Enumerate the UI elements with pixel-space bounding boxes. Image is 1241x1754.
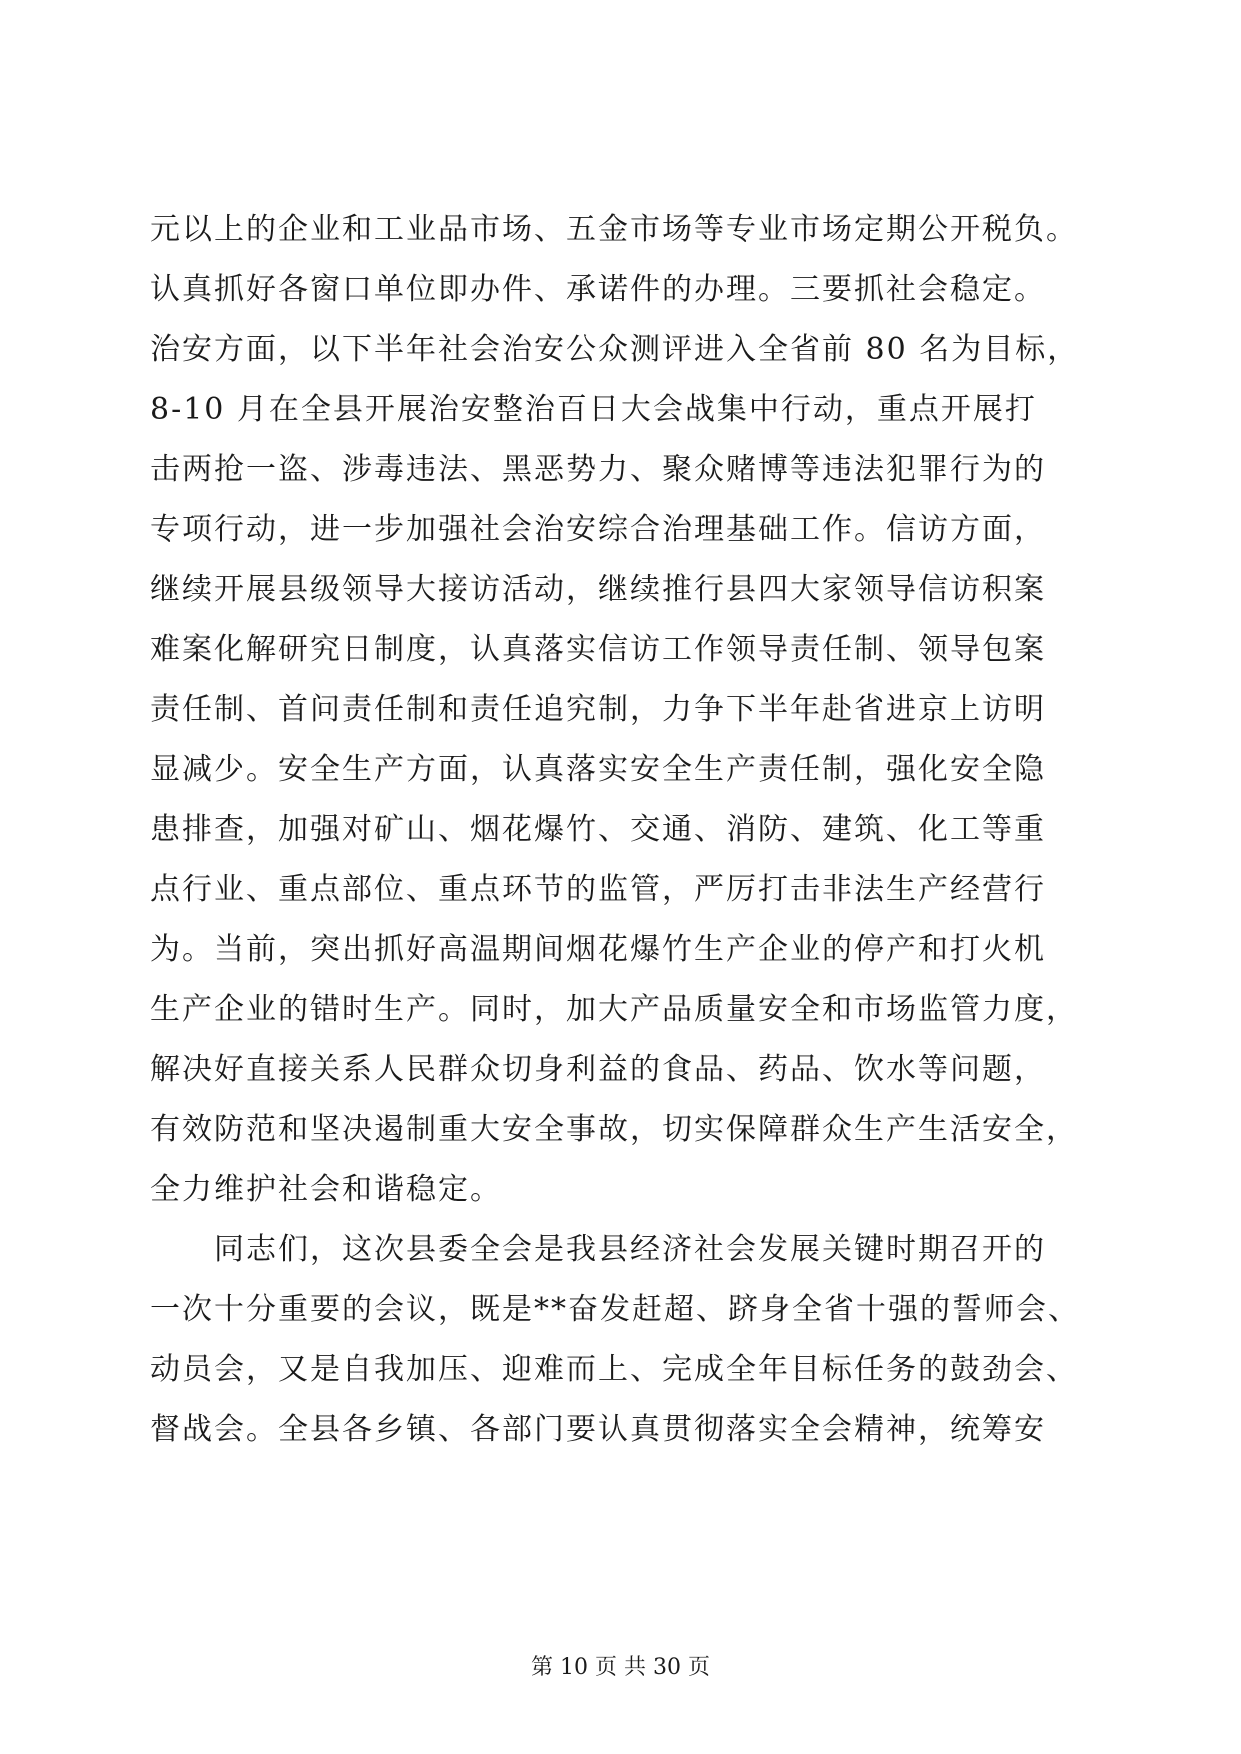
text-line: 难案化解研究日制度，认真落实信访工作领导责任制、领导包案 bbox=[150, 632, 1046, 667]
text-line: 8-10 月在全县开展治安整治百日大会战集中行动，重点开展打 bbox=[150, 392, 1037, 427]
text-line: 责任制、首问责任制和责任追究制，力争下半年赴省进京上访明 bbox=[150, 692, 1046, 727]
text-line: 为。当前，突出抓好高温期间烟花爆竹生产企业的停产和打火机 bbox=[150, 932, 1046, 967]
text-line: 专项行动，进一步加强社会治安综合治理基础工作。信访方面， bbox=[150, 512, 1046, 547]
text-line: 生产企业的错时生产。同时，加大产品质量安全和市场监管力度， bbox=[150, 992, 1078, 1027]
text-line: 点行业、重点部位、重点环节的监管，严厉打击非法生产经营行 bbox=[150, 872, 1046, 907]
text-line: 元以上的企业和工业品市场、五金市场等专业市场定期公开税负。 bbox=[150, 212, 1078, 247]
text-line: 继续开展县级领导大接访活动，继续推行县四大家领导信访积案 bbox=[150, 572, 1046, 607]
text-line: 解决好直接关系人民群众切身利益的食品、药品、饮水等问题， bbox=[150, 1052, 1046, 1087]
text-line: 击两抢一盗、涉毒违法、黑恶势力、聚众赌博等违法犯罪行为的 bbox=[150, 452, 1046, 487]
text-line: 有效防范和坚决遏制重大安全事故，切实保障群众生产生活安全， bbox=[150, 1112, 1078, 1147]
text-line: 治安方面，以下半年社会治安公众测评进入全省前 80 名为目标， bbox=[150, 332, 1080, 367]
text-line: 一次十分重要的会议，既是**奋发赶超、跻身全省十强的誓师会、 bbox=[150, 1292, 1080, 1327]
text-line: 同志们，这次县委全会是我县经济社会发展关键时期召开的 bbox=[150, 1232, 1046, 1267]
text-line: 督战会。全县各乡镇、各部门要认真贯彻落实全会精神，统筹安 bbox=[150, 1412, 1046, 1447]
text-line: 患排查，加强对矿山、烟花爆竹、交通、消防、建筑、化工等重 bbox=[150, 812, 1046, 847]
text-line: 认真抓好各窗口单位即办件、承诺件的办理。三要抓社会稳定。 bbox=[150, 272, 1046, 307]
text-line: 显减少。安全生产方面，认真落实安全生产责任制，强化安全隐 bbox=[150, 752, 1046, 787]
text-line: 全力维护社会和谐稳定。 bbox=[150, 1172, 502, 1207]
page-number-footer: 第 10 页 共 30 页 bbox=[531, 1655, 710, 1680]
text-line: 动员会，又是自我加压、迎难而上、完成全年目标任务的鼓劲会、 bbox=[150, 1352, 1078, 1387]
